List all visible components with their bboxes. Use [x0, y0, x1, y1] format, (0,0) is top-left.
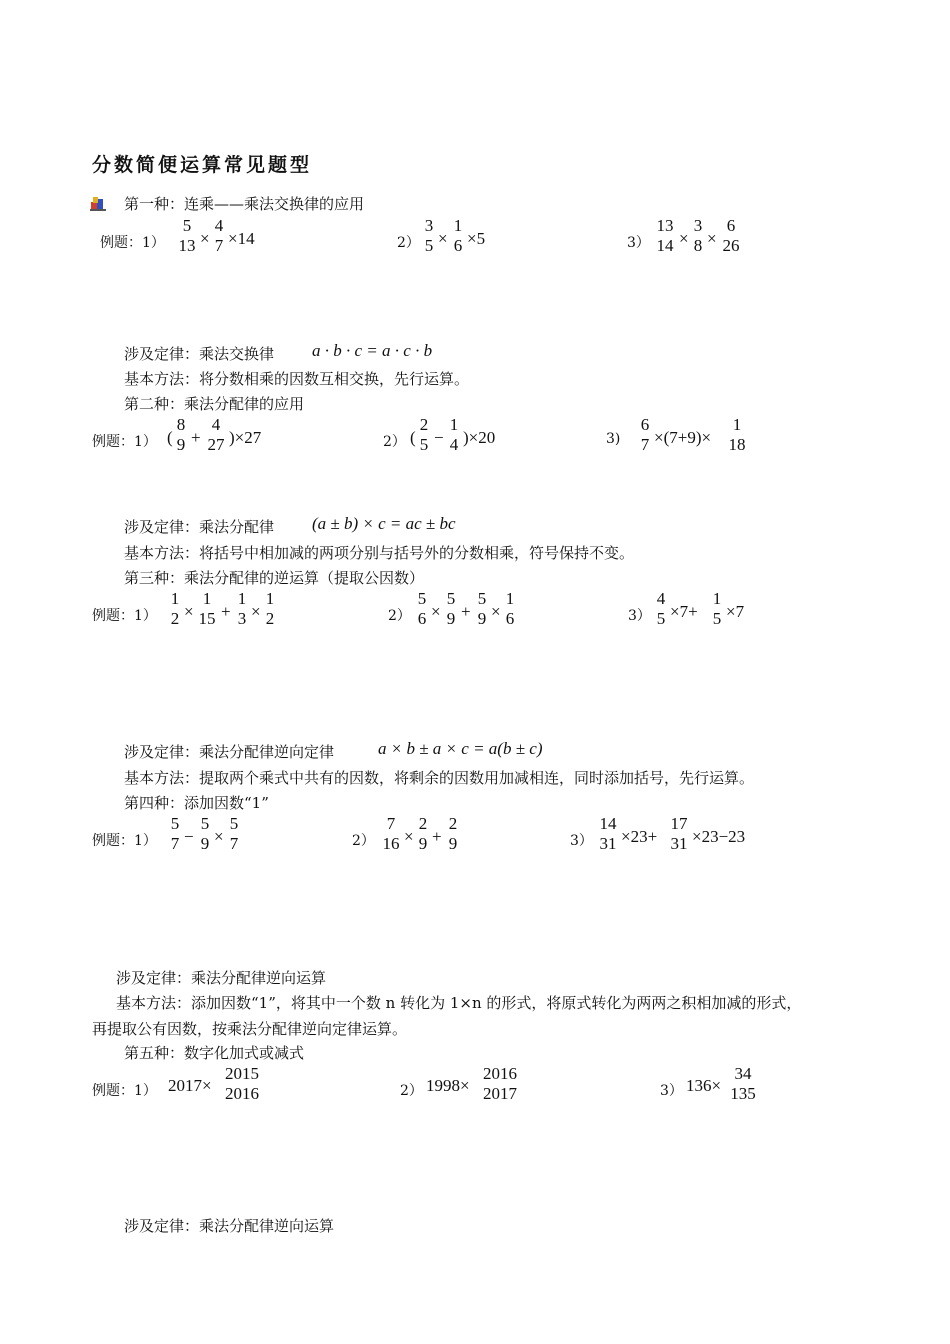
s5e2-frac: 2016 2017	[483, 1064, 517, 1103]
s3e3-label: 3）	[628, 608, 651, 624]
s4e2-op1: ×	[404, 827, 414, 846]
s1e2-label: 2）	[397, 235, 420, 251]
s3-example-label: 例题：1）	[92, 608, 157, 624]
s1e1-tail: ×14	[228, 229, 255, 248]
s1e3-op1: ×	[679, 229, 689, 248]
s1e2-tail: ×5	[467, 229, 486, 248]
s4e3-op1: ×23+	[621, 827, 658, 846]
s1e3-op2: ×	[707, 229, 717, 248]
s3e2-frac3: 5 9	[477, 589, 487, 628]
s5-example-label: 例题：1）	[92, 1083, 157, 1099]
s1-method: 基本方法：将分数相乘的因数互相交换，先行运算。	[124, 370, 470, 388]
section5-heading: 第五种：数字化加式或减式	[124, 1044, 305, 1062]
page-title: 分数简便运算常见题型	[92, 154, 313, 176]
s2e2-op1: −	[434, 428, 444, 447]
s3-method: 基本方法：提取两个乘式中共有的因数，将剩余的因数用加减相连，同时添加括号，先行运算。	[124, 769, 755, 787]
s2-method: 基本方法：将括号中相加减的两项分别与括号外的分数相乘，符号保持不变。	[124, 544, 635, 562]
s2e2-label: 2）	[383, 434, 406, 450]
s1e1-frac1: 5 13	[178, 216, 196, 255]
s4e3-frac1: 14 31	[599, 814, 617, 853]
s3e2-op2: +	[461, 602, 471, 621]
s3-law-formula: a × b ± a × c = a(b ± c)	[378, 739, 543, 758]
s3e2-frac1: 5 6	[417, 589, 427, 628]
s2-law-formula: (a ± b) × c = ac ± bc	[312, 514, 456, 533]
s4-method-line1: 基本方法：添加因数“1”，将其中一个数 n 转化为 1×n 的形式，将原式转化为两两之积相加减的形式，	[116, 994, 802, 1012]
s3e3-tail: ×7	[726, 602, 745, 621]
s3e2-label: 2）	[388, 608, 411, 624]
s4e1-op2: ×	[214, 827, 224, 846]
s5-law: 涉及定律：乘法分配律逆向运算	[124, 1217, 335, 1235]
s2e3-frac1: 6 7	[640, 415, 650, 454]
s4e3-tail: ×23−23	[692, 827, 746, 846]
s2e1-op1: +	[191, 428, 201, 447]
s3e3-op1: ×7+	[670, 602, 698, 621]
s3e1-op3: ×	[251, 602, 261, 621]
s2e1-tail: )×27	[229, 428, 262, 447]
s3e2-op1: ×	[431, 602, 441, 621]
s1-law-formula: a · b · c = a · c · b	[312, 341, 433, 360]
s3e3-frac1: 4 5	[656, 589, 666, 628]
s5e2-label: 2）	[400, 1083, 423, 1099]
s5e1-frac: 2015 2016	[225, 1064, 259, 1103]
s2-example-label: 例题：1）	[92, 434, 157, 450]
s3e1-op1: ×	[184, 602, 194, 621]
s1e1-frac2: 4 7	[214, 216, 224, 255]
s5e3-frac: 34 135	[730, 1064, 756, 1103]
s1e3-frac2: 3 8	[693, 216, 703, 255]
s1e3-frac3: 6 26	[722, 216, 740, 255]
s2e3-label: 3)	[606, 431, 621, 447]
s3e1-frac2: 1 15	[198, 589, 216, 628]
s3e2-frac4: 1 6	[505, 589, 515, 628]
s1e3-frac1: 13 14	[656, 216, 674, 255]
s1-law: 涉及定律：乘法交换律	[124, 345, 275, 363]
s2e2-tail: )×20	[463, 428, 496, 447]
s4e2-frac2: 2 9	[418, 814, 428, 853]
s1e2-op1: ×	[438, 229, 448, 248]
s5e3-lead: 136×	[686, 1076, 722, 1095]
s1e3-label: 3）	[627, 235, 650, 251]
s4e1-op1: −	[184, 827, 194, 846]
s4e1-frac2: 5 9	[200, 814, 210, 853]
s5e3-label: 3）	[660, 1083, 683, 1099]
s3e1-frac3: 1 3	[237, 589, 247, 628]
s3-law: 涉及定律：乘法分配律逆向定律	[124, 743, 335, 761]
section4-heading: 第四种：添加因数“1”	[124, 794, 269, 812]
s2e1-frac2: 4 27	[207, 415, 225, 454]
s3e1-frac4: 1 2	[265, 589, 275, 628]
s1e2-frac2: 1 6	[453, 216, 463, 255]
s3e2-op3: ×	[491, 602, 501, 621]
section3-heading: 第三种：乘法分配律的逆运算（提取公因数）	[124, 569, 425, 587]
s4e1-frac3: 5 7	[229, 814, 239, 853]
s4e2-frac1: 7 16	[382, 814, 400, 853]
s4e2-label: 2）	[352, 833, 375, 849]
s4e3-frac2: 17 31	[670, 814, 688, 853]
s2e2-lparen: (	[410, 428, 416, 447]
s5e1-lead: 2017×	[168, 1076, 212, 1095]
s4-example-label: 例题：1）	[92, 833, 157, 849]
s4e1-frac1: 5 7	[170, 814, 180, 853]
s2e2-frac2: 1 4	[449, 415, 459, 454]
s3e1-op2: +	[221, 602, 231, 621]
s1e2-frac1: 3 5	[424, 216, 434, 255]
s4e3-label: 3）	[570, 833, 593, 849]
section1-heading: 第一种：连乘——乘法交换律的应用	[124, 195, 365, 213]
s2e3-frac2: 1 18	[728, 415, 746, 454]
s2-law: 涉及定律：乘法分配律	[124, 518, 275, 536]
section2-heading: 第二种：乘法分配律的应用	[124, 395, 305, 413]
s2e1-frac1: 8 9	[176, 415, 186, 454]
s3e1-frac1: 1 2	[170, 589, 180, 628]
s3e3-frac2: 1 5	[712, 589, 722, 628]
s1-example-label: 例题：1）	[100, 235, 165, 251]
s4e2-op2: +	[432, 827, 442, 846]
s4e2-frac3: 2 9	[448, 814, 458, 853]
s2e3-mid: ×(7+9)×	[654, 428, 712, 447]
s2e1-lparen: (	[167, 428, 173, 447]
s5e2-lead: 1998×	[426, 1076, 470, 1095]
s2e2-frac1: 2 5	[419, 415, 429, 454]
s4-method-line2: 再提取公有因数，按乘法分配律逆向定律运算。	[92, 1020, 408, 1038]
s4-law: 涉及定律：乘法分配律逆向运算	[116, 969, 327, 987]
s1e1-op1: ×	[200, 229, 210, 248]
s3e2-frac2: 5 9	[446, 589, 456, 628]
book-icon	[90, 197, 106, 211]
